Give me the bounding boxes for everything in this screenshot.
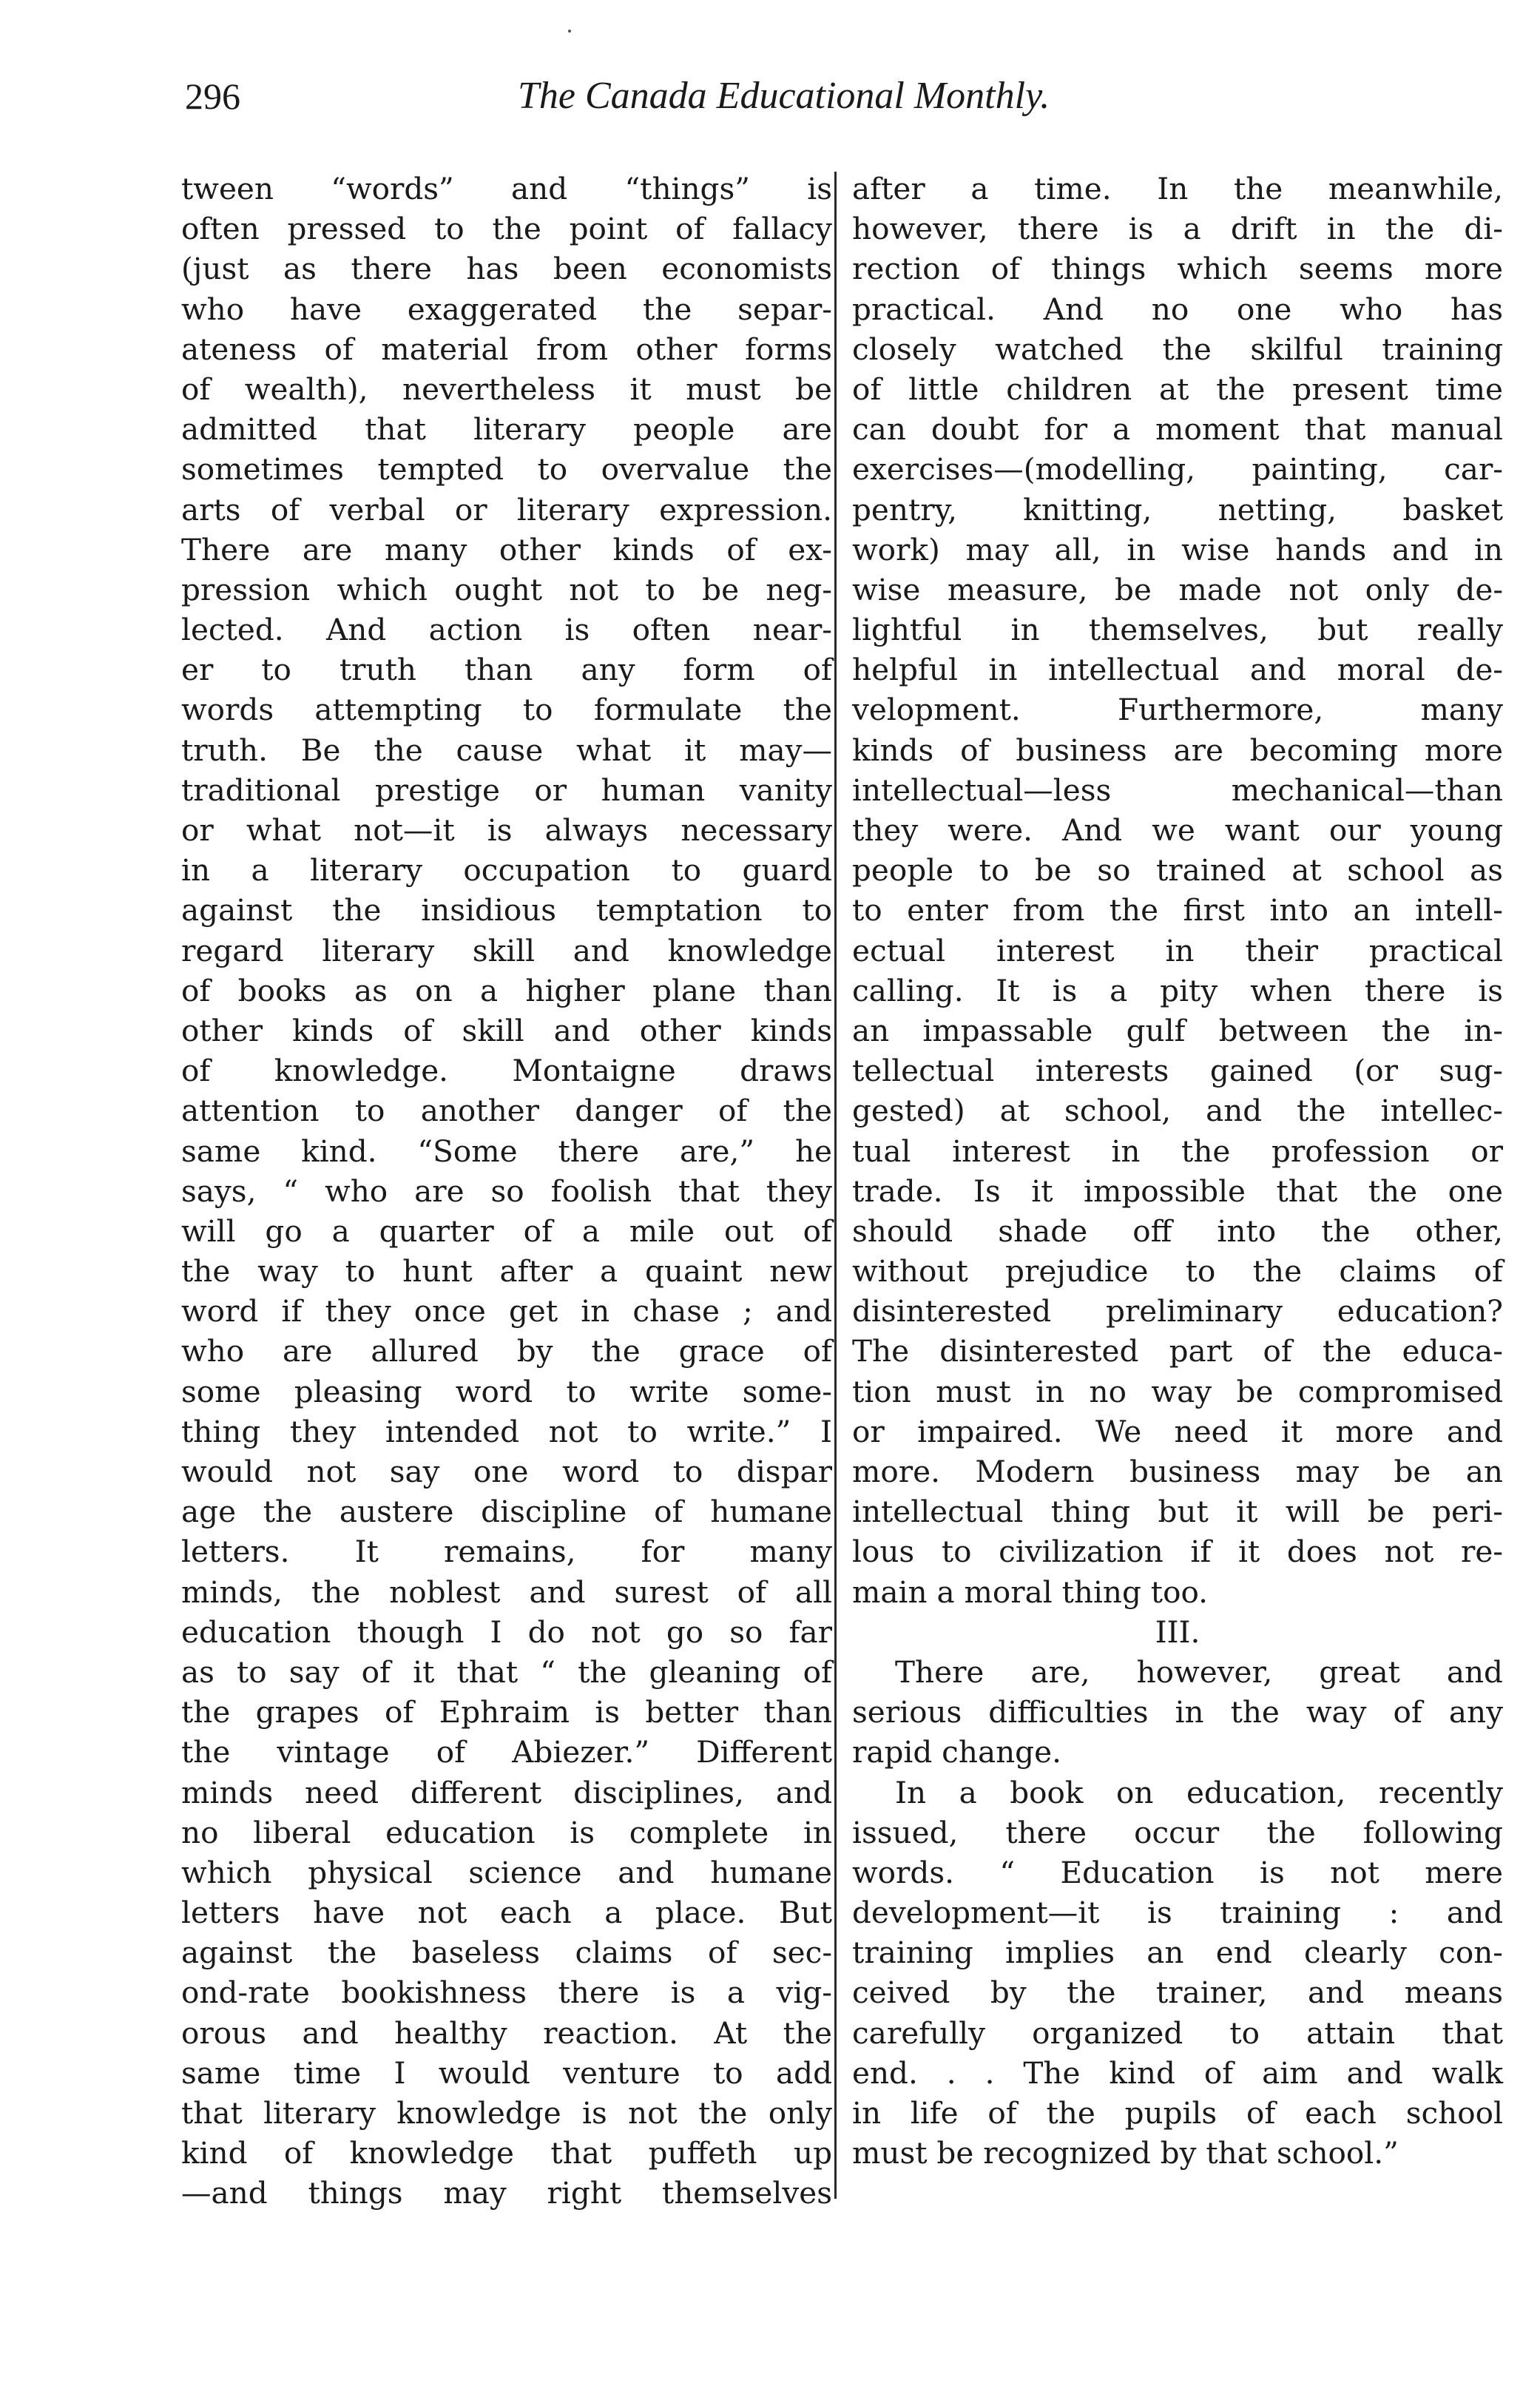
text-line: pression which ought not to be neg- [181, 571, 832, 607]
text-line: kinds of business are becoming more [852, 732, 1503, 768]
text-line: other kinds of skill and other kinds [181, 1012, 832, 1048]
text-line: kind of knowledge that puffeth up [181, 2135, 832, 2171]
text-line: says, “ who are so foolish that they [181, 1173, 832, 1209]
text-line: same kind. “Some there are,” he [181, 1133, 832, 1169]
text-line: In a book on education, recently [895, 1774, 1503, 1810]
text-line: education though I do not go so far [181, 1614, 832, 1650]
text-line: words. “ Education is not mere [852, 1854, 1503, 1890]
text-line: ateness of material from other forms [181, 331, 832, 367]
text-line: closely watched the skilful training [852, 331, 1503, 367]
section-heading: III. [1155, 1614, 1200, 1650]
text-line: thing they intended not to write.” I [181, 1413, 832, 1449]
text-line: of wealth), nevertheless it must be [181, 371, 832, 407]
text-line: traditional prestige or human vanity [181, 772, 832, 808]
text-line: the grapes of Ephraim is better than [181, 1694, 832, 1730]
text-line: lected. And action is often near- [181, 612, 832, 648]
text-line: as to say of it that “ the gleaning of [181, 1654, 832, 1690]
text-line: truth. Be the cause what it may— [181, 732, 832, 768]
text-line: tellectual interests gained (or sug- [852, 1053, 1503, 1089]
text-line: more. Modern business may be an [852, 1454, 1503, 1489]
text-line: no liberal education is complete in [181, 1814, 832, 1850]
text-line: tion must in no way be compromised [852, 1373, 1503, 1409]
text-line: calling. It is a pity when there is [852, 972, 1503, 1008]
text-line: will go a quarter of a mile out of [181, 1213, 832, 1249]
text-line: some pleasing word to write some- [181, 1373, 832, 1409]
text-line: tween “words” and “things” is [181, 171, 832, 206]
text-line: trade. Is it impossible that the one [852, 1173, 1503, 1209]
text-line: er to truth than any form of [181, 652, 832, 688]
text-line: an impassable gulf between the in- [852, 1012, 1503, 1048]
text-line: of knowledge. Montaigne draws [181, 1053, 832, 1089]
text-line: gested) at school, and the intellec- [852, 1093, 1503, 1129]
text-line: in a literary occupation to guard [181, 852, 832, 889]
text-line: sometimes tempted to overvalue the [181, 451, 832, 488]
text-line: should shade off into the other, [852, 1213, 1503, 1249]
page-header [185, 74, 1146, 133]
text-line: issued, there occur the following [852, 1814, 1503, 1850]
text-line: lous to civilization if it does not re- [852, 1534, 1503, 1570]
text-line: (just as there has been economists [181, 251, 832, 287]
text-line: often pressed to the point of fallacy [181, 211, 832, 247]
text-line: who are allured by the grace of [181, 1333, 832, 1369]
text-line: lightful in themselves, but really [852, 612, 1503, 648]
text-line: can doubt for a moment that manual [852, 411, 1503, 448]
text-line: attention to another danger of the [181, 1093, 832, 1129]
text-line: admitted that literary people are [181, 411, 832, 448]
text-line: regard literary skill and knowledge [181, 932, 832, 968]
text-line: words attempting to formulate the [181, 692, 832, 728]
text-line: however, there is a drift in the di- [852, 211, 1503, 247]
text-line: age the austere discipline of humane [181, 1494, 832, 1530]
text-line: wise measure, be made not only de- [852, 571, 1503, 607]
text-line: pentry, knitting, netting, basket [852, 491, 1503, 527]
text-line: would not say one word to dispar [181, 1454, 832, 1489]
right-column [852, 169, 1503, 2173]
text-line: without prejudice to the claims of [852, 1253, 1503, 1290]
text-line: they were. And we want our young [852, 812, 1503, 848]
text-line: against the baseless claims of sec- [181, 1935, 832, 1971]
text-line: letters have not each a place. But [181, 1895, 832, 1931]
text-line: work) may all, in wise hands and in [852, 531, 1503, 567]
text-line: practical. And no one who has [852, 291, 1503, 327]
left-column [181, 169, 832, 2214]
text-line: intellectual thing but it will be peri- [852, 1494, 1503, 1530]
text-line: of books as on a higher plane than [181, 972, 832, 1008]
text-line: in life of the pupils of each school [852, 2095, 1503, 2131]
text-line: ond-rate bookishness there is a vig- [181, 1975, 832, 2011]
text-line: who have exaggerated the separ- [181, 291, 832, 327]
text-line: development—it is training : and [852, 1895, 1503, 1931]
text-line: helpful in intellectual and moral de- [852, 652, 1503, 688]
text-line: There are many other kinds of ex- [181, 531, 832, 567]
text-line: tual interest in the profession or [852, 1133, 1503, 1169]
text-line: same time I would venture to add [181, 2055, 832, 2091]
text-line: that literary knowledge is not the only [181, 2095, 832, 2131]
text-line: against the insidious temptation to [181, 892, 832, 928]
text-line: to enter from the first into an intell- [852, 892, 1503, 928]
text-line: carefully organized to attain that [852, 2015, 1503, 2051]
text-line: letters. It remains, for many [181, 1534, 832, 1570]
text-line: ectual interest in their practical [852, 932, 1503, 968]
text-line: the way to hunt after a quaint new [181, 1253, 832, 1290]
text-line: or what not—it is always necessary [181, 812, 832, 848]
text-line: end. . . The kind of aim and walk [852, 2055, 1503, 2091]
text-line: or impaired. We need it more and [852, 1413, 1503, 1449]
text-line: serious difficulties in the way of any [852, 1694, 1503, 1730]
text-line: rapid change. [852, 1734, 1061, 1770]
text-line: after a time. In the meanwhile, [852, 171, 1503, 206]
column-divider [834, 172, 837, 2199]
text-line: which physical science and humane [181, 1854, 832, 1890]
text-line: velopment. Furthermore, many [852, 692, 1503, 728]
text-line: must be recognized by that school.” [852, 2135, 1399, 2171]
text-line: There are, however, great and [895, 1654, 1503, 1690]
text-line: arts of verbal or literary expression. [181, 491, 832, 527]
text-line: minds need different disciplines, and [181, 1774, 832, 1810]
text-line: orous and healthy reaction. At the [181, 2015, 832, 2051]
text-line: minds, the noblest and surest of all [181, 1574, 832, 1610]
text-line: main a moral thing too. [852, 1574, 1208, 1610]
text-line: exercises—(modelling, painting, car- [852, 451, 1503, 488]
text-line: word if they once get in chase ; and [181, 1293, 832, 1329]
page-number: 296 [185, 75, 240, 117]
text-line: rection of things which seems more [852, 251, 1503, 287]
stray-mark [568, 30, 571, 33]
running-title: The Canada Educational Monthly. [518, 75, 1050, 117]
text-line: of little children at the present time [852, 371, 1503, 407]
text-line: training implies an end clearly con- [852, 1935, 1503, 1971]
text-line: the vintage of Abiezer.” Different [181, 1734, 832, 1770]
text-line: —and things may right themselves [181, 2175, 832, 2211]
text-line: intellectual—less mechanical—than [852, 772, 1503, 808]
text-line: disinterested preliminary education? [852, 1293, 1503, 1329]
text-line: ceived by the trainer, and means [852, 1975, 1503, 2011]
text-line: The disinterested part of the educa- [852, 1333, 1503, 1369]
text-line: people to be so trained at school as [852, 852, 1503, 889]
